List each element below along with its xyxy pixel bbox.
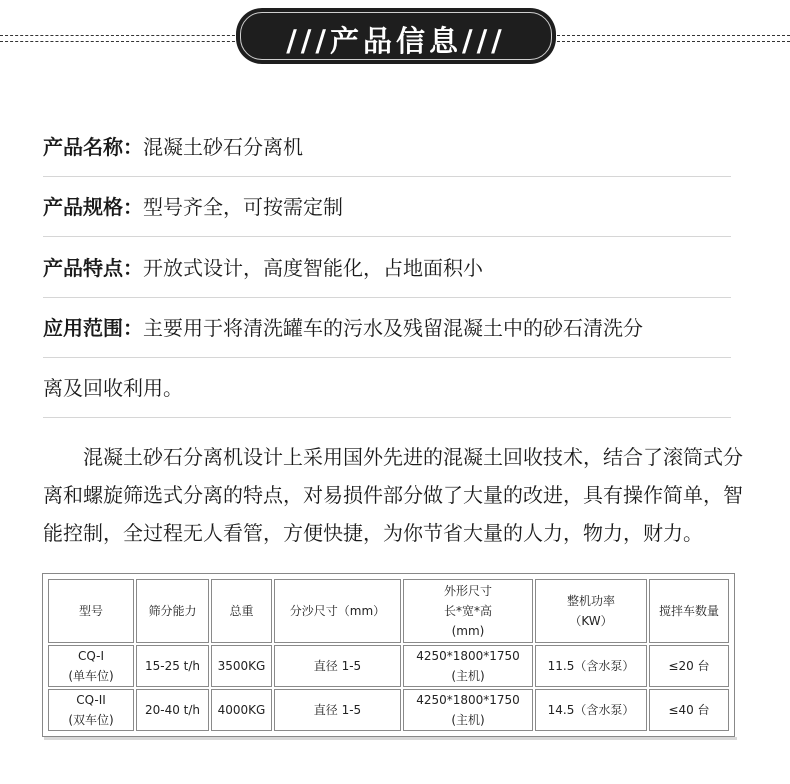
table-shadow <box>44 737 737 740</box>
section-title: ///产品信息/// <box>286 24 506 58</box>
product-description: 混凝土砂石分离机设计上采用国外先进的混凝土回收技术，结合了滚筒式分离和螺旋筛选式分离的特点，对易损件部分做了大量的改进，具有操作简单，智能控制，全过程无人看管，方便快捷，为你节省大量的人力，物力，财力。 <box>43 445 743 545</box>
cell-dimensions: 4250*1800*1750 (主机) <box>403 689 533 731</box>
spec-row-application-cont <box>43 358 731 418</box>
header-cell-dimensions: 外形尺寸 长*宽*高 (mm) <box>403 579 533 643</box>
cell-sand-size: 直径 1-5 <box>274 689 401 731</box>
divider <box>43 417 731 418</box>
header-cell-weight: 总重 <box>211 579 272 643</box>
cell-capacity: 20-40 t/h <box>136 689 209 731</box>
cell-weight: 3500KG <box>211 645 272 687</box>
cell-model: CQ-II (双车位) <box>48 689 134 731</box>
cell-weight: 4000KG <box>211 689 272 731</box>
cell-trucks: ≤20 台 <box>649 645 729 687</box>
table-header-row <box>48 579 729 643</box>
spec-label: 产品规格： <box>43 195 143 219</box>
spec-label: 产品名称： <box>43 135 143 159</box>
cell-power: 11.5（含水泵） <box>535 645 647 687</box>
header-cell-trucks: 搅拌车数量 <box>649 579 729 643</box>
cell-capacity: 15-25 t/h <box>136 645 209 687</box>
cell-model: CQ-I (单车位) <box>48 645 134 687</box>
spec-row-name <box>43 117 731 177</box>
divider <box>43 236 731 237</box>
spec-table-frame <box>42 573 735 737</box>
spec-value: 混凝土砂石分离机 <box>143 135 303 159</box>
cell-power: 14.5（含水泵） <box>535 689 647 731</box>
spec-value-continuation: 离及回收利用。 <box>43 376 183 400</box>
header-divider-left <box>0 35 240 42</box>
spec-row-spec <box>43 177 731 237</box>
header-cell-sand-size: 分沙尺寸（mm） <box>274 579 401 643</box>
header-divider-right <box>552 35 790 42</box>
table-row <box>48 645 729 687</box>
table-row <box>48 689 729 731</box>
spec-value: 主要用于将清洗罐车的污水及残留混凝土中的砂石清洗分 <box>143 316 643 340</box>
section-header-banner <box>236 8 556 64</box>
cell-trucks: ≤40 台 <box>649 689 729 731</box>
spec-label: 应用范围： <box>43 316 143 340</box>
cell-dimensions: 4250*1800*1750 (主机) <box>403 645 533 687</box>
spec-row-application <box>43 298 731 358</box>
spec-label: 产品特点： <box>43 256 143 280</box>
spec-value: 开放式设计，高度智能化，占地面积小 <box>143 256 483 280</box>
header-cell-capacity: 筛分能力 <box>136 579 209 643</box>
header-cell-model: 型号 <box>48 579 134 643</box>
spec-value: 型号齐全，可按需定制 <box>143 195 343 219</box>
cell-sand-size: 直径 1-5 <box>274 645 401 687</box>
spec-table <box>46 577 731 733</box>
spec-row-features <box>43 238 731 298</box>
header-cell-power: 整机功率 （KW） <box>535 579 647 643</box>
